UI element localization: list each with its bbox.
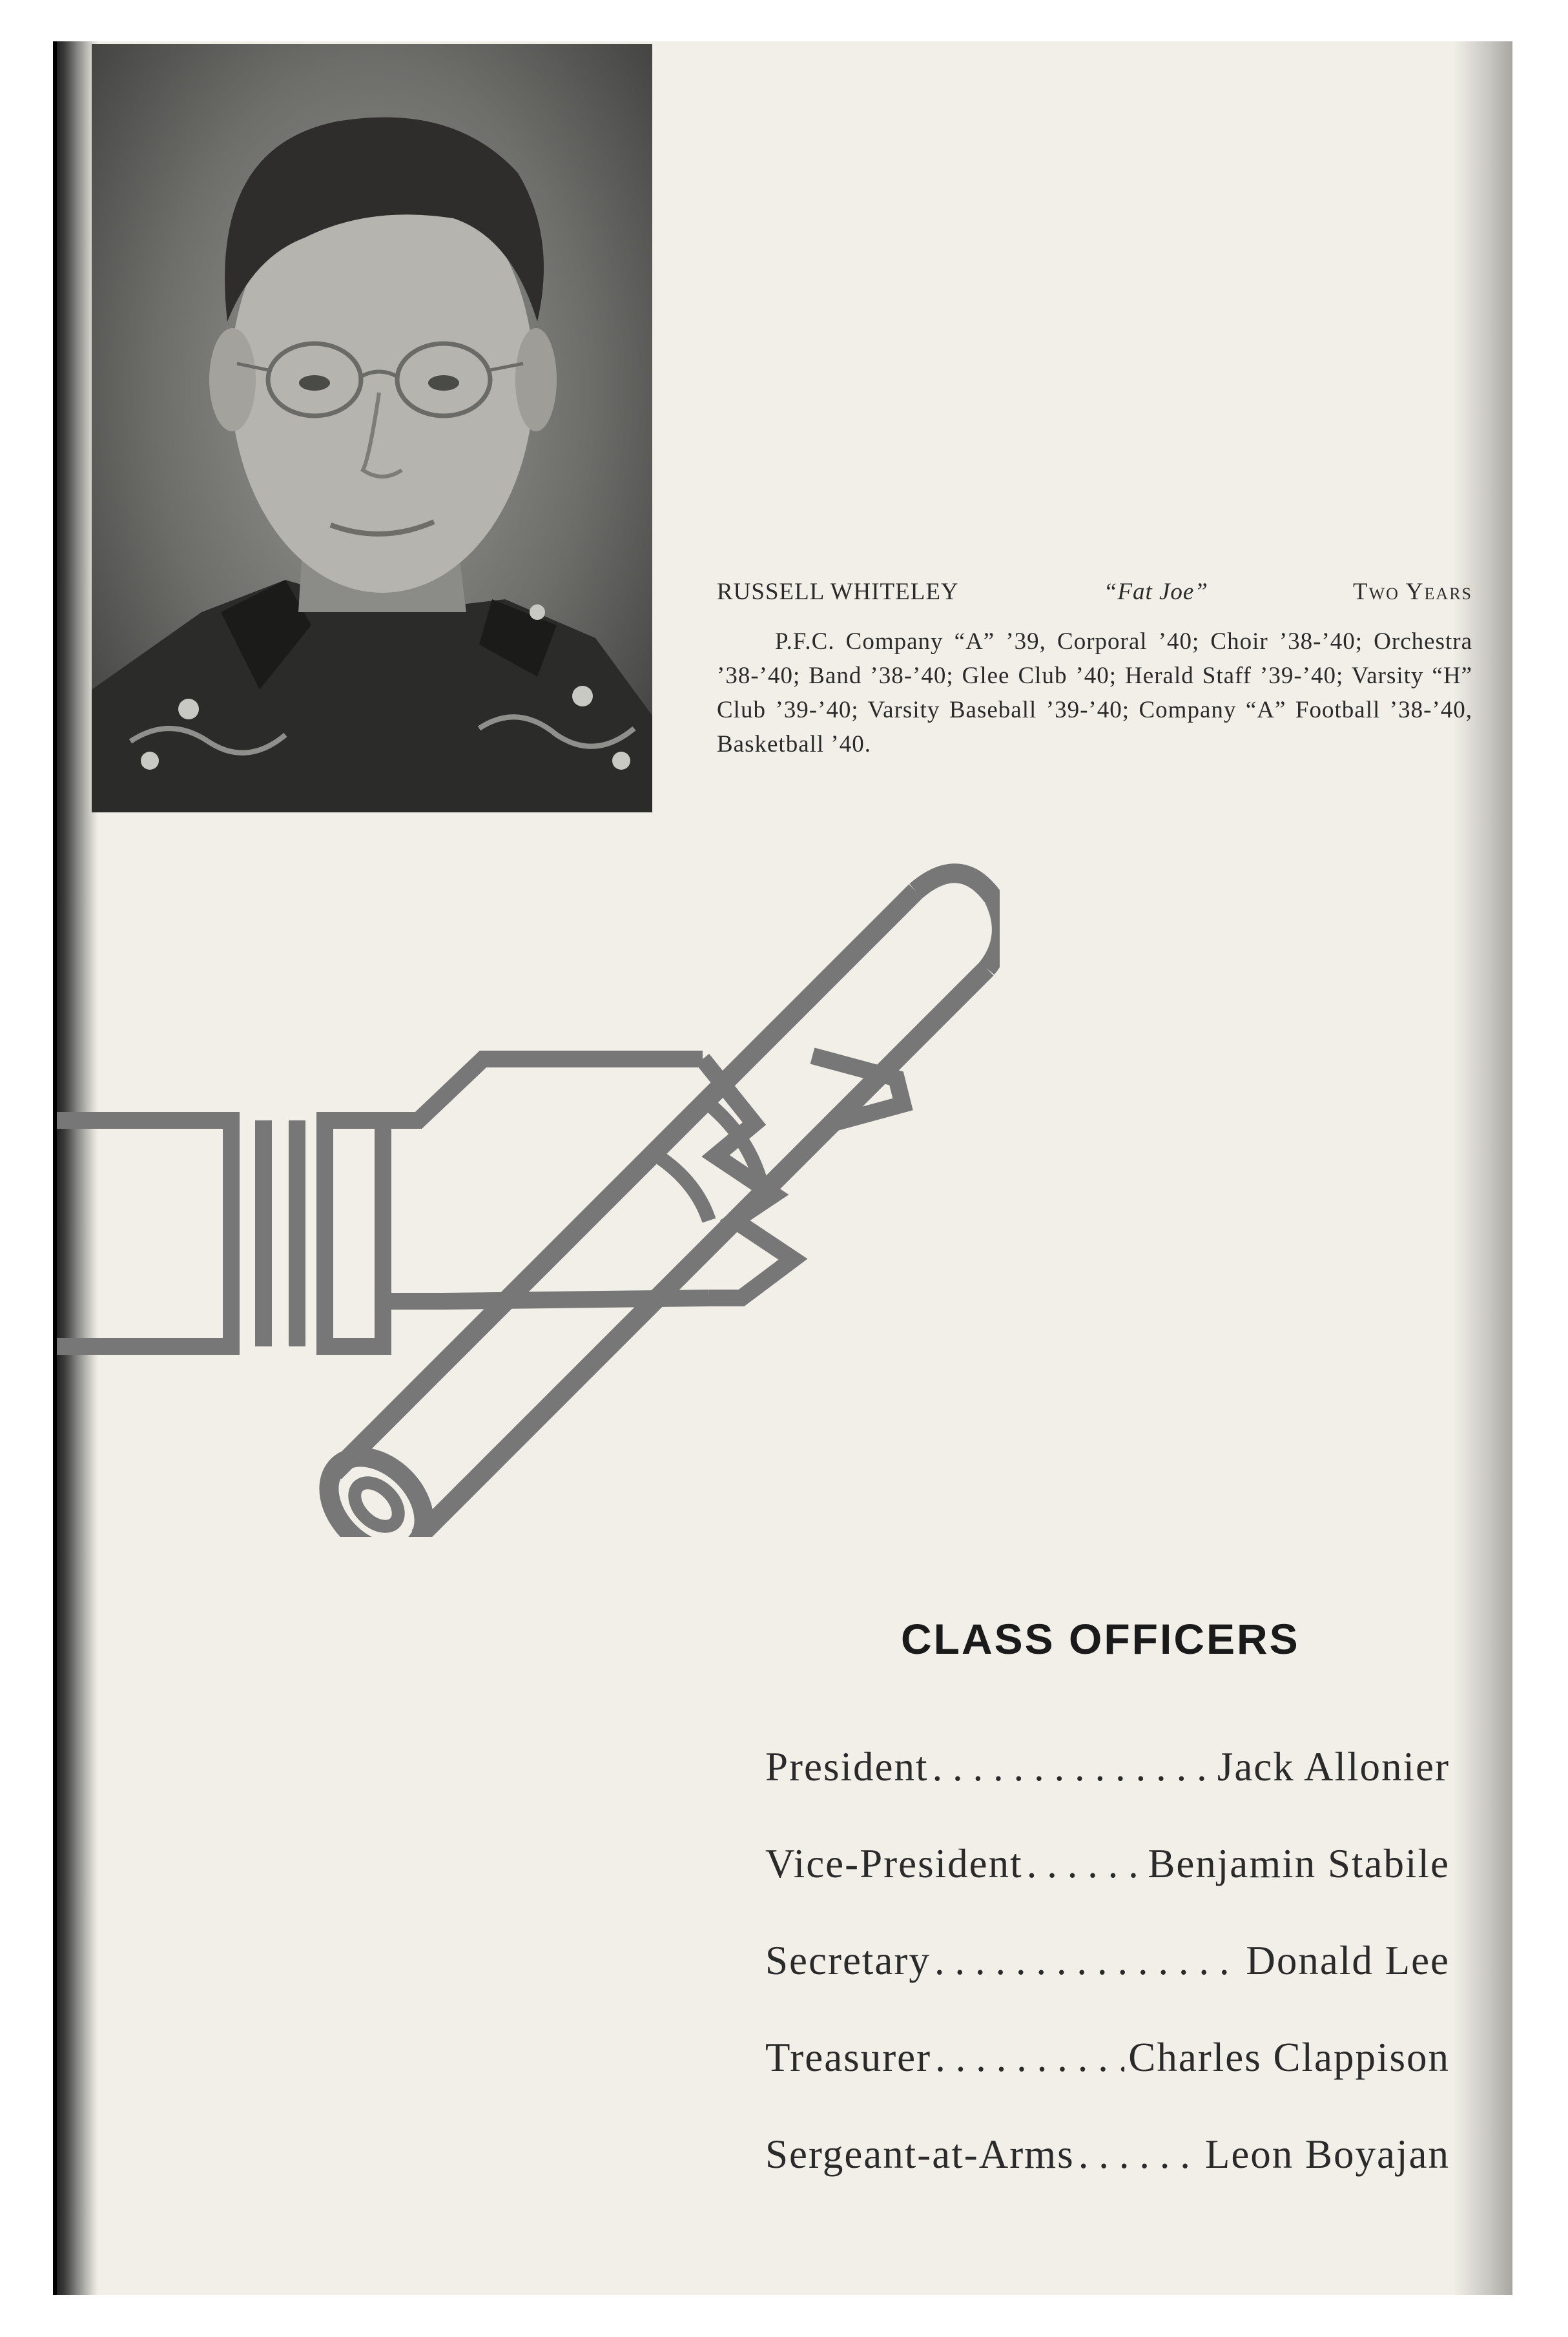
officer-row-sergeant-at-arms	[765, 2131, 1450, 2228]
cuff-band	[325, 1120, 383, 1346]
officer-name: Donald Lee	[1246, 1938, 1450, 1983]
officer-role: Vice-President	[765, 1841, 1023, 1886]
officer-row-treasurer	[765, 2034, 1450, 2131]
dot-leader	[1027, 1840, 1144, 1888]
officer-name: Jack Allonier	[1217, 1744, 1450, 1789]
dot-leader	[935, 2034, 1124, 2081]
officer-row-president	[765, 1744, 1450, 1840]
scroll-edge-top	[335, 891, 916, 1472]
profile-header	[717, 578, 1472, 613]
officer-name: Leon Boyajan	[1204, 2132, 1450, 2177]
scroll-end-cap	[916, 873, 1000, 969]
hand-top	[383, 1059, 703, 1120]
class-officers-list	[765, 1744, 1450, 2228]
dot-leader	[934, 1937, 1243, 1984]
officer-name: Charles Clappison	[1128, 2035, 1450, 2080]
officer-role: President	[765, 1744, 929, 1789]
officer-row-vice-president	[765, 1840, 1450, 1937]
officer-row-secretary	[765, 1937, 1450, 2034]
officer-role: Secretary	[765, 1938, 931, 1983]
student-name: RUSSELL WHITELEY	[717, 579, 959, 605]
cuff-outline-left	[57, 1120, 231, 1346]
dot-leader	[1078, 2131, 1201, 2178]
page-edge-shadow	[1453, 41, 1512, 2295]
portrait-photo	[92, 44, 652, 812]
scroll-ribbon-1	[657, 1156, 709, 1220]
diploma-hand-emblem	[57, 820, 1000, 1537]
officer-role: Sergeant-at-Arms	[765, 2132, 1075, 2177]
officer-role: Treasurer	[765, 2035, 932, 2080]
dot-leader	[932, 1744, 1213, 1791]
student-nickname: “Fat Joe”	[1103, 579, 1208, 605]
section-title: CLASS OFFICERS	[901, 1615, 1300, 1663]
student-tenure: Two Years	[1353, 579, 1472, 605]
student-activities: P.F.C. Company “A” ’39, Corporal ’40; Choir ’38-’40; Orchestra ’38-’40; Band ’38-’40; Glee Club ’40; Herald Staff ’39-’40; Varsity “H” Club ’39-’40; Varsity Baseball ’39-’40; Company “A” Football ’38-’40, Basketball ’40.	[717, 628, 1472, 757]
officer-name: Benjamin Stabile	[1148, 1841, 1450, 1886]
student-profile	[717, 578, 1472, 761]
